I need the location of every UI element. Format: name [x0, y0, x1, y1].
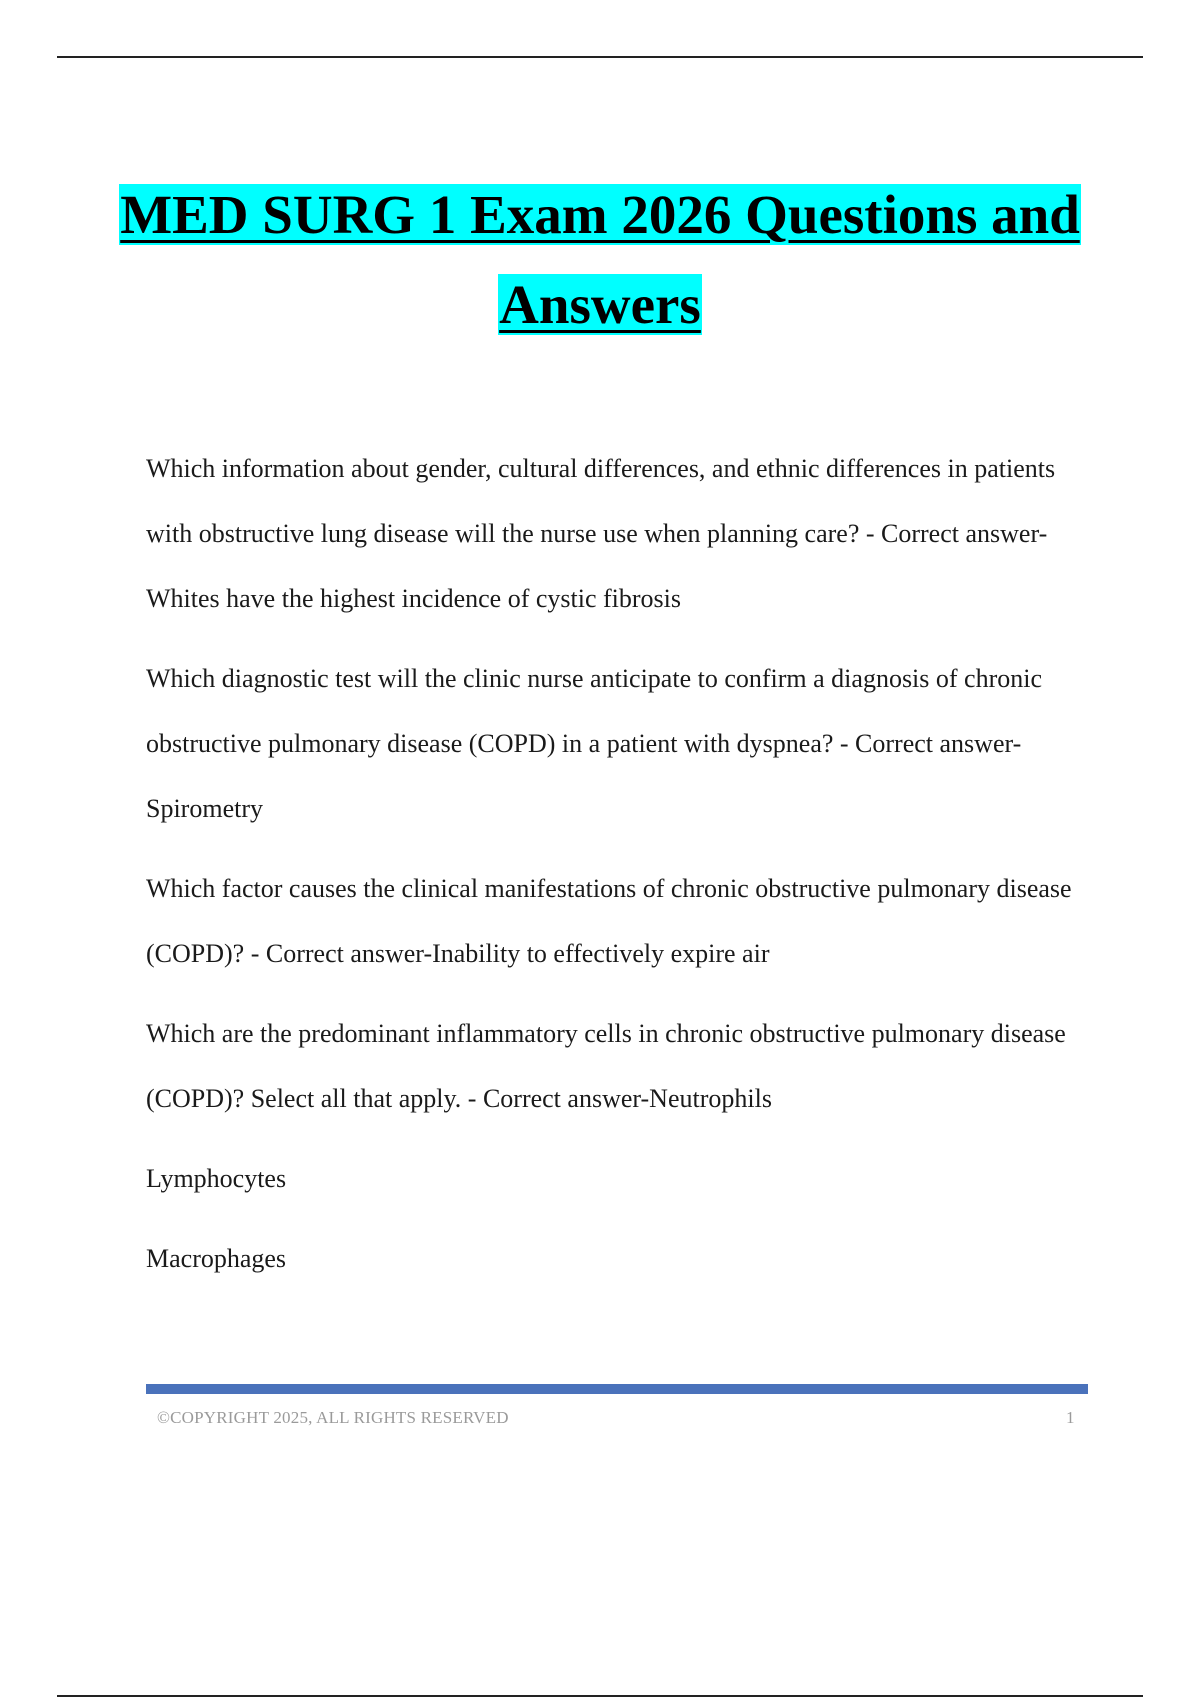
footer-page-number: 1 [1066, 1408, 1075, 1427]
footer-copyright: ©COPYRIGHT 2025, ALL RIGHTS RESERVED [157, 1408, 509, 1427]
title-line-1: MED SURG 1 Exam 2026 Questions and [120, 184, 1080, 245]
bottom-rule [57, 1695, 1143, 1697]
top-rule [57, 56, 1143, 58]
document-title [100, 170, 1100, 350]
title-line-2: Answers [499, 274, 701, 335]
answer-item-lymphocytes: Lymphocytes [146, 1164, 287, 1193]
question-3: Which factor causes the clinical manifestations of chronic obstructive pulmonary disease (COPD)? - Correct answer-Inability to effectively expire air [146, 874, 1072, 968]
question-2: Which diagnostic test will the clinic nurse anticipate to confirm a diagnosis of chronic obstructive pulmonary disease (COPD) in a patient with dyspnea? - Correct answer-Spirometry [146, 664, 1043, 823]
footer-bar [146, 1384, 1088, 1394]
question-1: Which information about gender, cultural differences, and ethnic differences in patients with obstructive lung disease will the nurse use when planning care? - Correct answer-Whites have the highest incidence of cystic fibrosis [146, 454, 1056, 613]
document-body [146, 436, 1086, 1306]
answer-item-macrophages: Macrophages [146, 1244, 287, 1273]
question-4: Which are the predominant inflammatory cells in chronic obstructive pulmonary disease (COPD)? Select all that apply. - Correct answer-Neutrophils [146, 1019, 1066, 1113]
